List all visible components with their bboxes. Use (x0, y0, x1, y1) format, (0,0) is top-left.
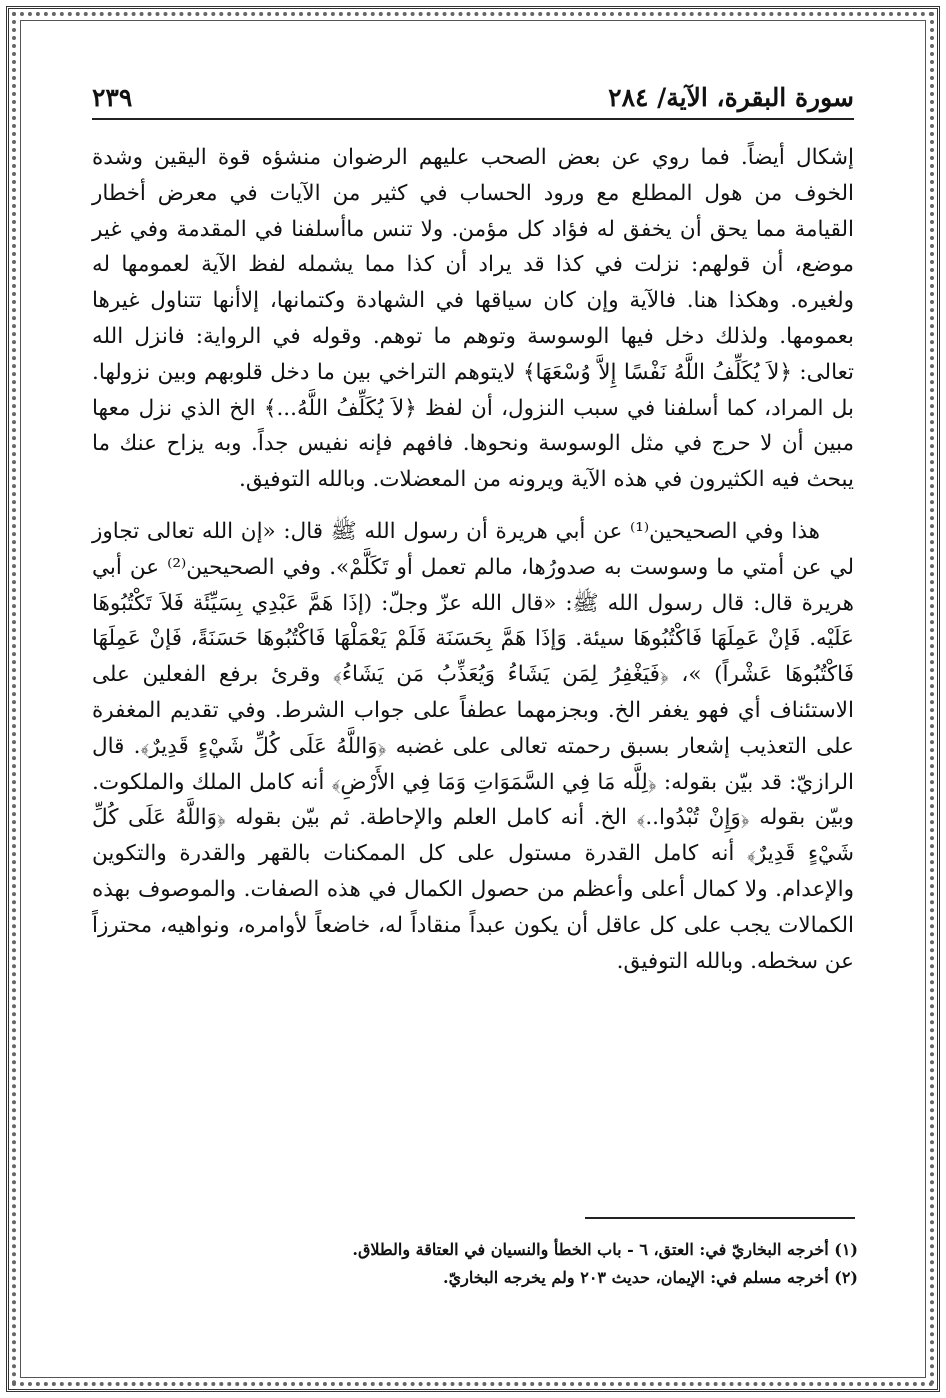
footnote-2: (٢) أخرجه مسلم في: الإيمان، حديث ٢٠٣ ولم يخرجه البخاريّ. (443, 1268, 858, 1287)
paragraph-2: هذا وفي الصحيحين⁽¹⁾ عن أبي هريرة أن رسول الله ﷺ قال: «إن الله تعالى تجاوز لي عن أمتي ما وسوست به صدورُها، مالم تعمل أو تَكَلَّمْ». وفي الصحيحين⁽²⁾ عن أبي هريرة قال: قال رسول الله ﷺ: «قال الله عزّ وجلّ: (إذَا هَمَّ عَبْدِي بِسَيِّئَة فَلاَ تَكْتُبُوهَا عَلَيْه. فَإنْ عَمِلَهَا فَاكْتُبُوهَا سيئة. وَإذَا هَمَّ بِحَسَنَة فَلَمْ يَعْمَلْهَا فَاكْتُبُوهَا حَسَنَةً، فَإنْ عَمِلَهَا فَاكْتُبُوهَا عَشْراً) »، ﴿فَيَغْفِرُ لِمَن يَشَاءُ وَيُعَذِّبُ مَن يَشَاءُ﴾ وقرئ برفع الفعلين على الاستئناف أي فهو يغفر الخ. وبجزمهما عطفاً على جواب الشرط. وفي تقديم المغفرة على التعذيب إشعار بسبق رحمته تعالى على غضبه ﴿وَاللَّهُ عَلَى كُلِّ شَيْءٍ قَدِيرٌ﴾. قال الرازيّ: قد بيّن بقوله: ﴿لِلَّه مَا فِي السَّمَوَاتِ وَمَا فِي الأَرْضِ﴾ أنه كامل الملك والملكوت. وبيّن بقوله ﴿وَإِنْ تُبْدُوا..﴾ الخ. أنه كامل العلم والإحاطة. ثم بيّن بقوله ﴿وَاللَّهُ عَلَى كُلِّ شَيْءٍ قَدِيرٌ﴾ أنه كامل القدرة مستول على كل الممكنات بالقهر والقدرة والتكوين والإعدام. ولا كمال أعلى وأعظم من حصول الكمال في هذه الصفات. والموصوف بهذه الكمالات يجب على كل عاقل أن يكون عبداً منقاداً له، خاضعاً لأوامره، ونواهيه، محترزاً عن سخطه. وبالله التوفيق. (92, 518, 854, 974)
footnotes (92, 1236, 858, 1292)
footnote-rule (585, 1217, 855, 1219)
header-rule (92, 118, 854, 120)
paragraph-1: إشكال أيضاً. فما روي عن بعض الصحب عليهم الرضوان منشؤه قوة اليقين وشدة الخوف من هول المطلع مع ورود الحساب في كثير من الآيات في معرض أخطار القيامة مما يحق أن يخفق له فؤاد كل مؤمن. ولا تنس ماأسلفنا في المقدمة وفي غير موضع، أن قولهم: نزلت في كذا قد يراد أن كذا مما يشمله لفظ الآية لعمومها له ولغيره. وهكذا هنا. فالآية وإن كان سياقها في الشهادة وكتمانها، إلاأنها تتناول غيرها بعمومها. ولذلك دخل فيها الوسوسة وتوهم ما توهم. وقوله في الرواية: فانزل الله تعالى: ﴿لاَ يُكَلِّفُ اللَّهُ نَفْسًا إِلاَّ وُسْعَهَا﴾ لايتوهم التراخي بين ما دخل قلوبهم وبين نزولها. بل المراد، كما أسلفنا في سبب النزول، أن لفظ ﴿لاَ يُكَلِّفُ اللَّهُ...﴾ الخ الذي نزل معها مبين أن لا حرج في مثل الوسوسة ونحوها. فافهم فإنه نفيس جداً. وبه يزاح عنك ما يبحث فيه الكثيرون في هذه الآية ويرونه من المعضلات. وبالله التوفيق. (92, 145, 854, 493)
main-text (92, 140, 854, 979)
footnote-1: (١) أخرجه البخاريّ في: العتق، ٦ - باب الخطأ والنسيان في العتاقة والطلاق. (352, 1240, 858, 1259)
surah-heading: سورة البقرة، الآية/ ٢٨٤ (608, 83, 854, 112)
running-header (92, 70, 854, 112)
page-number: ٢٣٩ (92, 83, 133, 112)
